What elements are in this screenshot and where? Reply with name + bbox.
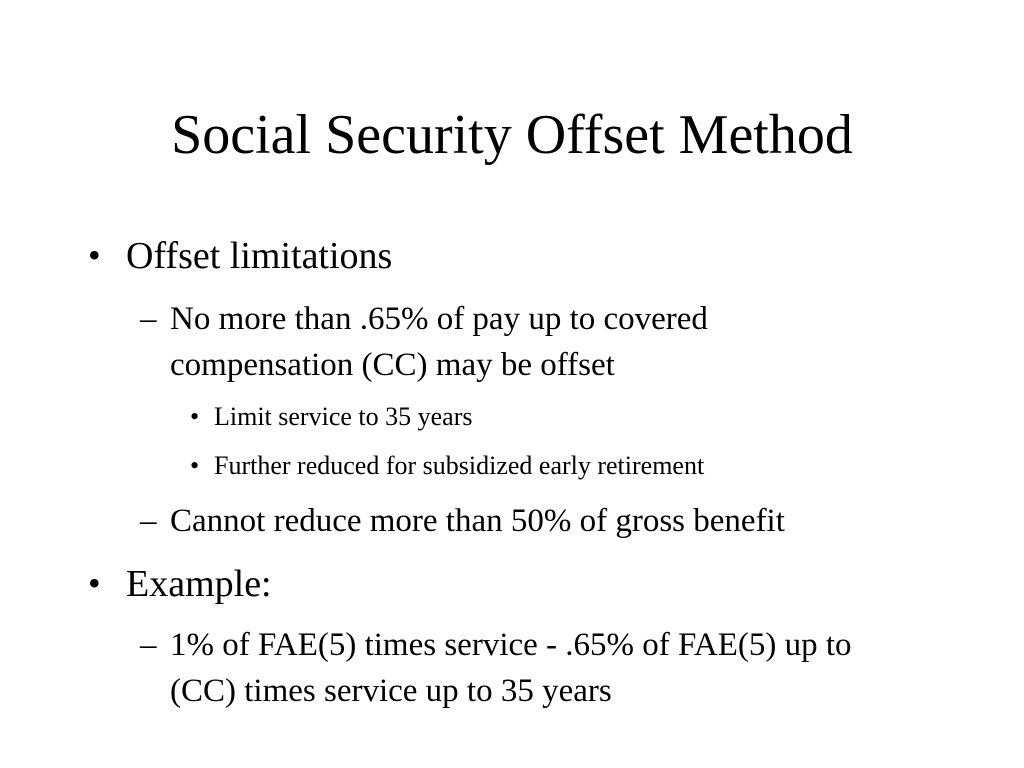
bullet-marker: • (88, 235, 101, 275)
bullet-text: 1% of FAE(5) times service - .65% of FAE(5) up to (CC) times service up to 35 years (170, 627, 852, 709)
bullet-text: Offset limitations (126, 235, 393, 277)
bullet-marker: • (190, 451, 200, 480)
bullet-marker: • (190, 402, 200, 431)
bullet-text: No more than .65% of pay up to covered compensation (CC) may be offset (170, 301, 708, 383)
bullet-text: Further reduced for subsidized early retirement (214, 451, 705, 480)
dash-marker: – (140, 627, 157, 663)
dash-marker: – (140, 503, 157, 539)
dash-marker: – (140, 301, 157, 337)
bullet-text: Example: (126, 563, 272, 605)
bullet-marker: • (88, 563, 101, 603)
bullet-text: Cannot reduce more than 50% of gross benefit (170, 503, 785, 539)
slide-title: Social Security Offset Method (171, 104, 853, 166)
bullet-text: Limit service to 35 years (214, 402, 473, 431)
